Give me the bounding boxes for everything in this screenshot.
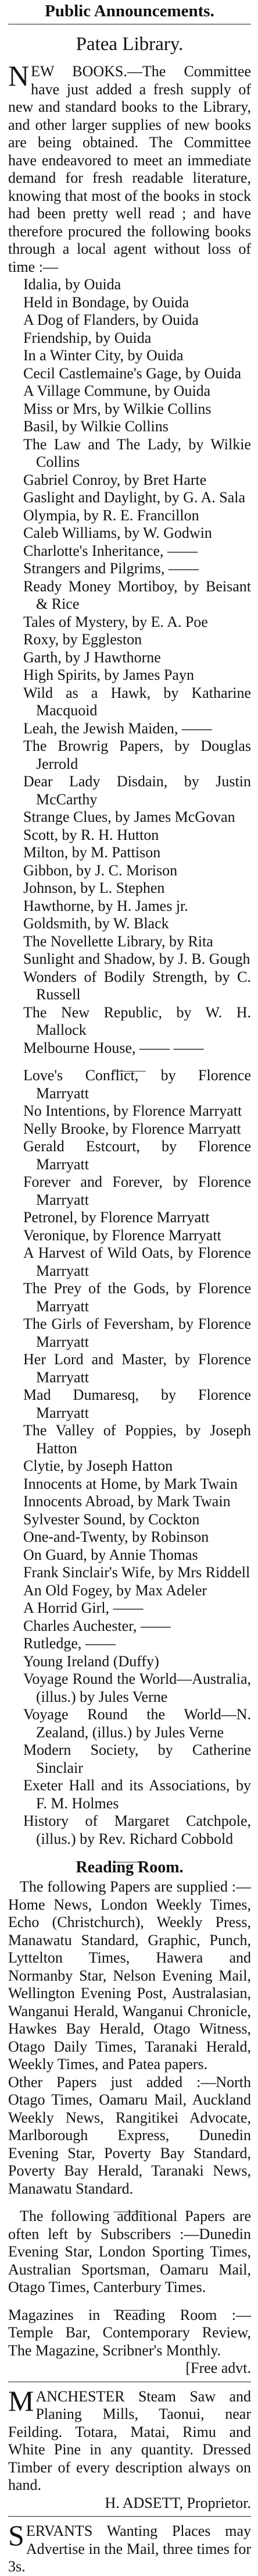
reading-room-title: Reading Room. [76,1858,184,1876]
book-entry: The Novellette Library, by Rita [23,932,213,950]
book-entry: Garth, by J Hawthorne [23,648,161,666]
reading-room-new-papers: Other Papers just added :—North Otago Times, Oamaru Mail, Auckland Weekly News, Rangitikei Advocate, Marlborough Express, Dunedin Evening Star, Poverty Bay Standard, Poverty Bay Herald, Taranaki News, Manawatu Standard. [8,2073,251,2197]
book-entry: The Valley of Poppies, by Joseph Hatton [23,1422,251,1457]
book-entry: Petronel, by Florence Marryatt [23,1209,210,1226]
reading-room-additional: The following additional Papers are often left by Subscribers :—Dunedin Evening Star, London Sporting Times, Australian Sportsman, Oamaru Mail, Otago Times, Canterbury Times. [8,2208,251,2295]
book-list-1 [8,276,251,1057]
reading-room-magazines: Magazines in Reading Room :—Temple Bar, Contemporary Review, The Magazine, Scribner's Monthly. [8,2306,251,2359]
book-entry: Gibbon, by J. C. Morison [23,861,178,879]
short-divider [8,1061,251,1062]
book-entry: The Girls of Feversham, by Florence Marryatt [23,1315,251,1350]
book-entry: Innocents at Home, by Mark Twain [23,1475,238,1492]
section-divider [8,2516,251,2517]
book-entry: Clytie, by Joseph Hatton [23,1457,173,1474]
book-entry: Sunlight and Shadow, by J. B. Gough [23,950,250,967]
manchester-proprietor: H. ADSETT, Proprietor. [105,2494,251,2511]
book-entry: Charlotte's Inheritance, —— [23,542,198,559]
book-entry: Wild as a Hawk, by Katharine Macquoid [23,684,251,719]
book-entry: In a Winter City, by Ouida [23,347,184,364]
book-entry: An Old Fogey, by Max Adeler [23,1581,207,1599]
book-entry: Scott, by R. H. Hutton [23,826,159,843]
book-entry: Milton, by M. Pattison [23,844,161,861]
book-entry: Gaslight and Daylight, by G. A. Sala [23,489,246,506]
short-divider [8,1852,251,1853]
book-entry: Forever and Forever, by Florence Marryatt [23,1173,251,1208]
book-entry: Voyage Round the World—N. Zealand, (illus.) by Jules Verne [23,1706,251,1741]
book-entry: Olympia, by R. E. Francillon [23,506,199,524]
book-entry: Goldsmith, by W. Black [23,915,169,932]
book-entry: Sylvester Sound, by Cockton [23,1510,200,1528]
book-entry: History of Margaret Catchpole, (illus.) by Rev. Richard Cobbold [23,1812,251,1847]
book-entry: Innocents Abroad, by Mark Twain [23,1493,231,1510]
book-entry: Hawthorne, by H. James jr. [23,897,188,914]
book-entry: Strange Clues, by James McGovan [23,808,235,825]
book-entry: Exeter Hall and its Associations, by F. M. Holmes [23,1777,251,1812]
reading-room-papers: The following Papers are supplied :— Home News, London Weekly Times, Echo (Christchurch), Weekly Press, Manawatu Standard, Graphic, Punch, Lyttelton Times, Hawera and Normanby Star, Nelson Evening Mail, Wellington Evening Post, Australasian, Wanganui Herald, Wanganui Chronicle, Hawkes Bay Herald, Otago Witness, Otago Daily Times, Taranaki Herald, Weekly Times, and Patea papers. [8,1878,251,2073]
book-entry: The Law and The Lady, by Wilkie Collins [23,435,251,470]
book-entry: The New Republic, by W. H. Mallock [23,1003,251,1038]
book-entry: Charles Auchester, —— [23,1617,171,1634]
book-entry: Johnson, by L. Stephen [23,879,165,896]
book-entry: Gabriel Conroy, by Bret Harte [23,471,207,488]
book-entry: Her Lord and Master, by Florence Marryatt [23,1351,251,1386]
book-entry: A Village Commune, by Ouida [23,382,211,399]
book-entry: Young Ireland (Duffy) [23,1652,159,1670]
book-entry: Cecil Castlemaine's Gage, by Ouida [23,364,242,382]
book-entry: Caleb Williams, by W. Godwin [23,524,212,541]
book-entry: Rutledge, —— [23,1635,116,1652]
book-entry: A Horrid Girl, —— [23,1599,144,1616]
book-entry: A Harvest of Wild Oats, by Florence Marryatt [23,1244,251,1279]
manchester-advert: MANCHESTER Steam Saw and Planing Mills, Taonui, near Feilding. Totara, Matai, Rimu and White Pine in any quantity. Dressed Timber of every description always on hand. [8,2384,251,2493]
book-entry: Roxy, by Eggleston [23,631,142,648]
book-entry: Strangers and Pilgrims, —— [23,560,199,577]
book-entry: Modern Society, by Catherine Sinclair [23,1741,251,1776]
book-entry: Wonders of Bodily Strength, by C. Russell [23,968,251,1003]
book-entry: The Browrig Papers, by Douglas Jerrold [23,737,251,772]
section-header: Public Announcements. [8,1,251,24]
book-entry: The Prey of the Gods, by Florence Marryatt [23,1280,251,1315]
book-entry: A Dog of Flanders, by Ouida [23,311,199,328]
book-entry: On Guard, by Annie Thomas [23,1546,198,1563]
book-entry: Held in Bondage, by Ouida [23,293,189,311]
book-entry: Frank Sinclair's Wife, by Mrs Riddell [23,1564,250,1581]
book-entry: Friendship, by Ouida [23,329,152,346]
library-intro: NEW BOOKS.—The Committee have just added a fresh supply of new and standard books to the Library, and other larger supplies of new books are being obtained. The Committee have endeavored to meet an immediate demand for fresh readable literature, knowing that most of the books in stock had been pretty well read ; and have therefore procured the following books through a local agent without loss of time :— [8,59,251,275]
book-entry: Gerald Estcourt, by Florence Marryatt [23,1138,251,1173]
book-entry: Voyage Round the World—Australia, (illus.) by Jules Verne [23,1670,251,1705]
book-entry: Love's Conflict, by Florence Marryatt [23,1067,251,1102]
book-entry: Leah, the Jewish Maiden, —— [23,719,212,737]
book-entry: Tales of Mystery, by E. A. Poe [23,613,208,630]
book-entry: Idalia, by Ouida [23,276,121,293]
book-list-2 [8,1067,251,1848]
book-entry: Dear Lady Disdain, by Justin McCarthy [23,773,251,808]
servants-advert: SERVANTS Wanting Places may Advertise in the Mail, three times for 3s. [8,2519,251,2575]
book-entry: Miss or Mrs, by Wilkie Collins [23,400,212,417]
book-entry: Nelly Brooke, by Florence Marryatt [23,1120,241,1137]
book-entry: One-and-Twenty, by Robinson [23,1528,209,1545]
book-entry: Melbourne House, —— —— [23,1039,204,1056]
book-entry: No Intentions, by Florence Marryatt [23,1102,242,1119]
book-entry: Mad Dumaresq, by Florence Marryatt [23,1386,251,1421]
library-title: Patea Library. [76,34,184,55]
book-entry: Ready Money Mortiboy, by Beisant & Rice [23,577,251,612]
book-entry: Basil, by Wilkie Collins [23,418,169,435]
book-entry: Veronique, by Florence Marryatt [23,1226,221,1244]
newspaper-column [0,1,258,2575]
free-advt-note: [Free advt. [185,2359,251,2376]
book-entry: High Spirits, by James Payn [23,666,194,683]
